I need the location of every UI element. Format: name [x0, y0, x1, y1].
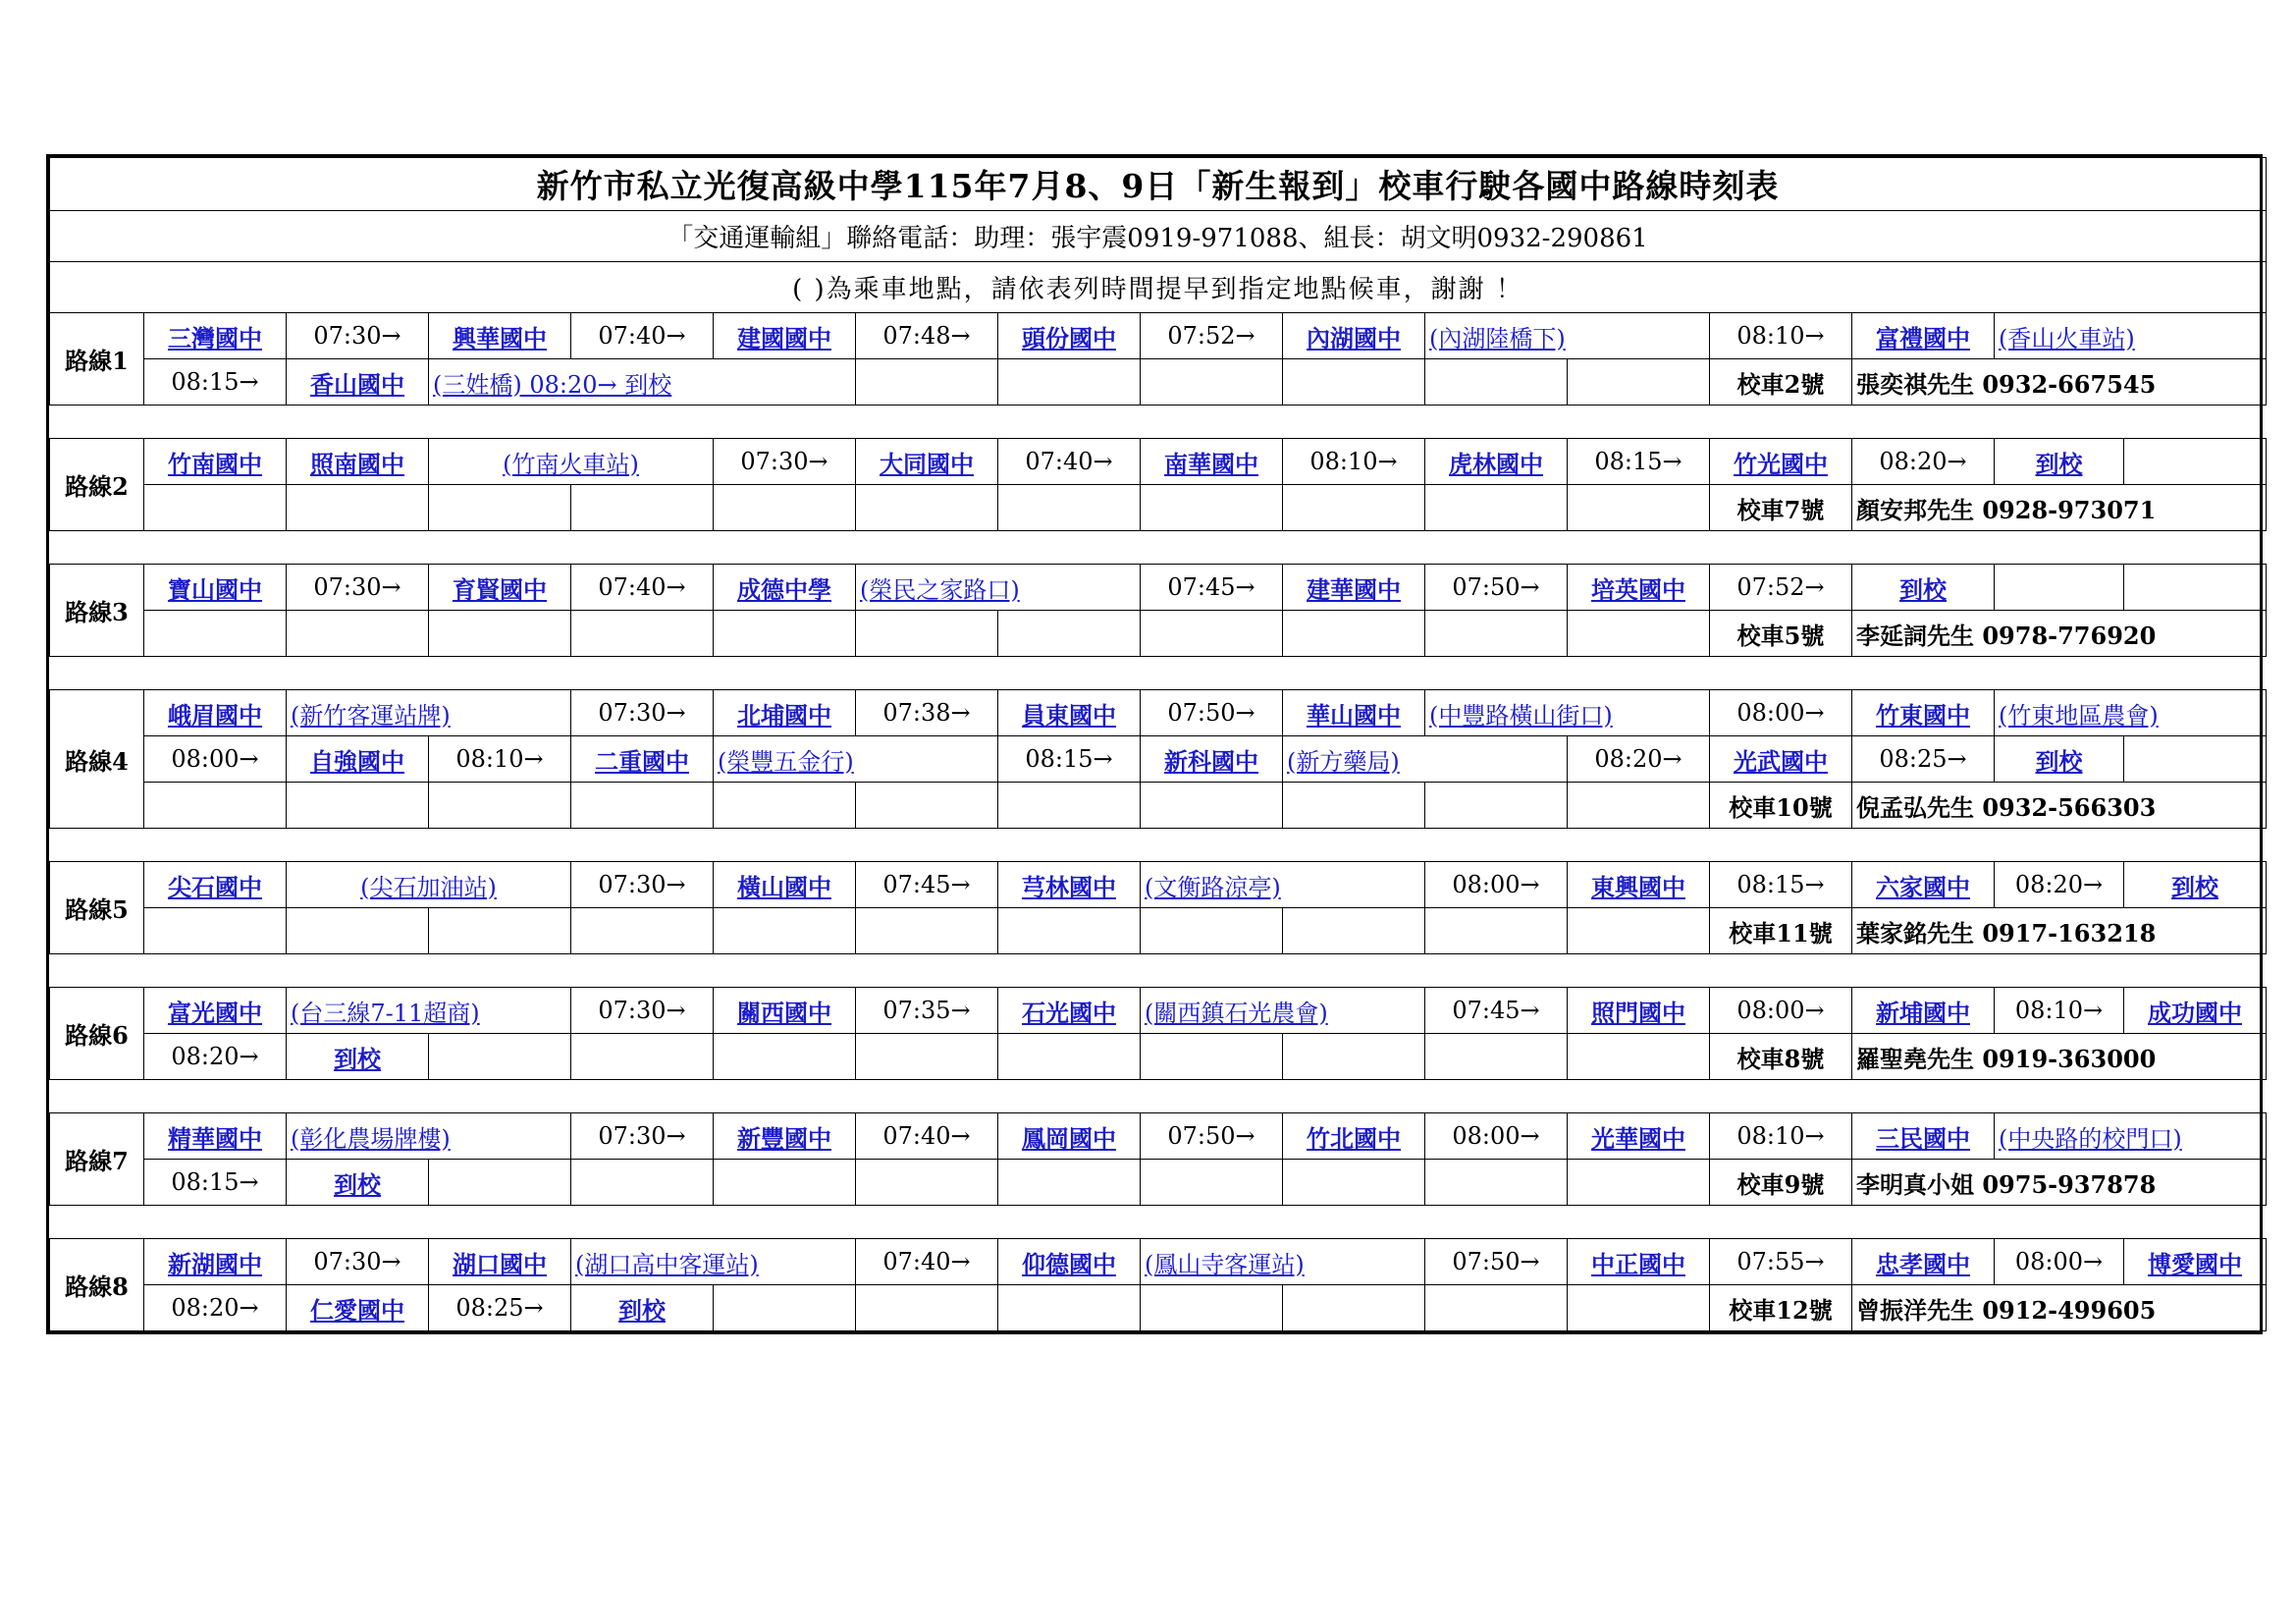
departure-time: 07:40→ — [882, 1122, 971, 1150]
departure-time: 08:00→ — [1452, 871, 1540, 898]
route-separator — [50, 954, 2267, 988]
school-link[interactable]: 新豐國中 — [737, 1123, 831, 1153]
school-link[interactable]: 南華國中 — [1164, 449, 1258, 478]
driver-contact: 顏安邦先生 0928-973071 — [1856, 495, 2157, 524]
route-row — [50, 783, 2267, 829]
driver-contact: 張奕祺先生 0932-667545 — [1856, 369, 2157, 399]
school-link[interactable]: 竹東國中 — [1876, 700, 1970, 730]
departure-time: 07:52→ — [1736, 573, 1825, 601]
route-separator — [50, 829, 2267, 862]
school-link[interactable]: 竹南國中 — [168, 449, 262, 478]
departure-time: 07:30→ — [313, 322, 401, 350]
boarding-location-link[interactable]: (榮豐五金行) — [718, 747, 854, 776]
school-link[interactable]: 新科國中 — [1164, 746, 1258, 776]
departure-time: 07:38→ — [882, 699, 971, 727]
driver-contact: 李明真小姐 0975-937878 — [1856, 1169, 2157, 1199]
boarding-location-link[interactable]: (內湖陸橋下) — [1429, 324, 1566, 352]
boarding-location-link[interactable]: (尖石加油站) — [360, 873, 497, 901]
driver-contact: 曾振洋先生 0912-499605 — [1856, 1295, 2157, 1325]
school-link[interactable]: 富禮國中 — [1876, 323, 1970, 352]
school-link[interactable]: 竹光國中 — [1734, 449, 1828, 478]
departure-time: 08:00→ — [171, 745, 259, 773]
school-link[interactable]: 建華國中 — [1307, 574, 1401, 604]
boarding-location-link[interactable]: (新竹客運站牌) — [291, 701, 451, 730]
route-row — [50, 565, 2267, 611]
route-separator — [50, 406, 2267, 439]
route-row — [50, 736, 2267, 783]
school-link[interactable]: 湖口國中 — [453, 1249, 547, 1278]
school-link[interactable]: 石光國中 — [1022, 998, 1116, 1027]
route-label: 路線5 — [50, 862, 144, 954]
school-link[interactable]: 大同國中 — [880, 449, 974, 478]
route-row — [50, 908, 2267, 954]
boarding-location-link[interactable]: (文衡路涼亭) — [1145, 873, 1281, 901]
boarding-location-link[interactable]: (中央路的校門口) — [1999, 1124, 2182, 1153]
departure-time: 07:50→ — [1167, 699, 1255, 727]
departure-time: 08:20→ — [171, 1043, 259, 1070]
school-link[interactable]: 光武國中 — [1734, 746, 1828, 776]
bus-number: 校車7號 — [1736, 495, 1825, 524]
route-label: 路線3 — [50, 565, 144, 657]
departure-time: 07:45→ — [1167, 573, 1255, 601]
route-separator — [50, 531, 2267, 565]
school-link[interactable]: 芎林國中 — [1022, 872, 1116, 901]
departure-time: 07:52→ — [1167, 322, 1255, 350]
route-row — [50, 690, 2267, 736]
school-link[interactable]: 仁愛國中 — [310, 1295, 404, 1325]
school-link[interactable]: 內湖國中 — [1307, 323, 1401, 352]
bus-number: 校車12號 — [1729, 1295, 1833, 1325]
school-link[interactable]: 照南國中 — [310, 449, 404, 478]
boarding-location-link[interactable]: (新方藥局) — [1287, 747, 1400, 776]
route-row — [50, 1160, 2267, 1206]
departure-time: 07:50→ — [1452, 1248, 1540, 1275]
school-link[interactable]: 鳳岡國中 — [1022, 1123, 1116, 1153]
driver-contact: 李延詞先生 0978-776920 — [1856, 621, 2157, 650]
driver-contact: 羅聖堯先生 0919-363000 — [1856, 1044, 2157, 1073]
driver-contact: 葉家銘先生 0917-163218 — [1856, 918, 2157, 947]
departure-time: 07:30→ — [598, 1122, 686, 1150]
school-link[interactable]: 到校 — [1899, 574, 1947, 604]
school-link[interactable]: 北埔國中 — [737, 700, 831, 730]
route-label: 路線4 — [50, 690, 144, 829]
route-row — [50, 988, 2267, 1034]
route-separator — [50, 1080, 2267, 1113]
school-link[interactable]: 仰德國中 — [1022, 1249, 1116, 1278]
departure-time: 07:30→ — [313, 1248, 401, 1275]
contact-info: 「交通運輸組」聯絡電話：助理：張宇震0919-971088、組長：胡文明0932-290861 — [50, 211, 2267, 262]
boarding-location-link[interactable]: (香山火車站) — [1999, 324, 2135, 352]
school-link[interactable]: 精華國中 — [168, 1123, 262, 1153]
departure-time: 07:30→ — [598, 997, 686, 1024]
school-link[interactable]: 中正國中 — [1591, 1249, 1685, 1278]
departure-time: 07:40→ — [598, 322, 686, 350]
school-link[interactable]: 成功國中 — [2148, 998, 2243, 1027]
boarding-location-link[interactable]: (竹南火車站) — [503, 450, 639, 478]
school-link[interactable]: 寶山國中 — [168, 574, 262, 604]
boarding-location-link[interactable]: (關西鎮石光農會) — [1145, 999, 1328, 1027]
school-link[interactable]: 到校 — [618, 1295, 666, 1325]
departure-time: 08:15→ — [171, 1168, 259, 1196]
route-row — [50, 862, 2267, 908]
departure-time: 07:30→ — [598, 699, 686, 727]
page-title: 新竹市私立光復高級中學115年7月8、9日「新生報到」校車行駛各國中路線時刻表 — [50, 158, 2267, 211]
departure-time: 08:10→ — [455, 745, 544, 773]
school-link[interactable]: 東興國中 — [1591, 872, 1685, 901]
departure-time: 07:40→ — [1025, 448, 1113, 475]
bus-number: 校車10號 — [1729, 792, 1833, 822]
departure-time: 08:10→ — [1736, 322, 1825, 350]
route-row — [50, 439, 2267, 485]
departure-time: 08:15→ — [1025, 745, 1113, 773]
school-link[interactable]: 頭份國中 — [1022, 323, 1116, 352]
departure-time: 08:10→ — [1309, 448, 1398, 475]
departure-time: 08:00→ — [1736, 699, 1825, 727]
bus-number: 校車2號 — [1736, 369, 1825, 399]
bus-timetable — [49, 157, 2267, 1331]
route-label: 路線2 — [50, 439, 144, 531]
school-link[interactable]: 興華國中 — [453, 323, 547, 352]
school-link[interactable]: 三灣國中 — [168, 323, 262, 352]
bus-number: 校車8號 — [1736, 1044, 1825, 1073]
departure-time: 08:10→ — [1736, 1122, 1825, 1150]
school-link[interactable]: 新湖國中 — [168, 1249, 262, 1278]
school-link[interactable]: 關西國中 — [737, 998, 831, 1027]
school-link[interactable]: 博愛國中 — [2148, 1249, 2243, 1278]
departure-time: 08:20→ — [2014, 871, 2104, 898]
route-separator — [50, 657, 2267, 690]
route-row — [50, 359, 2267, 406]
school-link[interactable]: 二重國中 — [595, 746, 689, 776]
departure-time: 08:00→ — [1736, 997, 1825, 1024]
departure-time: 07:30→ — [598, 871, 686, 898]
school-link[interactable]: 到校 — [334, 1169, 381, 1199]
departure-time: 08:00→ — [2014, 1248, 2104, 1275]
departure-time: 07:45→ — [882, 871, 971, 898]
school-link[interactable]: 峨眉國中 — [168, 700, 262, 730]
departure-time: 08:15→ — [1594, 448, 1682, 475]
departure-time: 07:50→ — [1167, 1122, 1255, 1150]
departure-time: 07:30→ — [740, 448, 828, 475]
route-row — [50, 313, 2267, 359]
route-row — [50, 1034, 2267, 1080]
boarding-location-link[interactable]: (鳳山寺客運站) — [1145, 1250, 1305, 1278]
school-link[interactable]: 自強國中 — [310, 746, 404, 776]
route-label: 路線1 — [50, 313, 144, 406]
school-link[interactable]: 建國國中 — [737, 323, 831, 352]
school-link[interactable]: 培英國中 — [1591, 574, 1685, 604]
school-link[interactable]: 六家國中 — [1876, 872, 1970, 901]
school-link[interactable]: 尖石國中 — [168, 872, 262, 901]
boarding-location-link[interactable]: (榮民之家路口) — [860, 575, 1020, 604]
route-row — [50, 1239, 2267, 1285]
school-link[interactable]: 新埔國中 — [1876, 998, 1970, 1027]
departure-time: 07:35→ — [882, 997, 971, 1024]
departure-time: 08:20→ — [171, 1294, 259, 1322]
departure-time: 08:25→ — [1879, 745, 1967, 773]
boarding-location-link[interactable]: (湖口高中客運站) — [575, 1250, 759, 1278]
departure-time: 07:55→ — [1736, 1248, 1825, 1275]
boarding-location-link[interactable]: (台三線7-11超商) — [291, 999, 480, 1027]
route-row — [50, 611, 2267, 657]
departure-time: 07:40→ — [882, 1248, 971, 1275]
boarding-location-link[interactable]: (三姓橋) 08:20→ 到校 — [433, 370, 672, 399]
timetable-sheet — [46, 154, 2263, 1334]
boarding-note: ( )為乘車地點，請依表列時間提早到指定地點候車，謝謝 ！ — [50, 262, 2267, 313]
route-label: 路線6 — [50, 988, 144, 1080]
school-link[interactable]: 虎林國中 — [1449, 449, 1543, 478]
boarding-location-link[interactable]: (中豐路橫山街口) — [1429, 701, 1613, 730]
departure-time: 08:10→ — [2014, 997, 2104, 1024]
school-link[interactable]: 富光國中 — [168, 998, 262, 1027]
boarding-location-link[interactable]: (彰化農場牌樓) — [291, 1124, 451, 1153]
school-link[interactable]: 照門國中 — [1591, 998, 1685, 1027]
route-row — [50, 485, 2267, 531]
school-link[interactable]: 忠孝國中 — [1876, 1249, 1970, 1278]
departure-time: 07:40→ — [598, 573, 686, 601]
school-link[interactable]: 竹北國中 — [1307, 1123, 1401, 1153]
school-link[interactable]: 光華國中 — [1591, 1123, 1685, 1153]
departure-time: 08:15→ — [171, 368, 259, 396]
departure-time: 08:15→ — [1736, 871, 1825, 898]
boarding-location-link[interactable]: (竹東地區農會) — [1999, 701, 2159, 730]
school-link[interactable]: 員東國中 — [1022, 700, 1116, 730]
route-row — [50, 1113, 2267, 1160]
departure-time: 07:30→ — [313, 573, 401, 601]
departure-time: 08:20→ — [1594, 745, 1682, 773]
departure-time: 07:45→ — [1452, 997, 1540, 1024]
school-link[interactable]: 成德中學 — [737, 574, 831, 604]
departure-time: 08:00→ — [1452, 1122, 1540, 1150]
school-link[interactable]: 育賢國中 — [453, 574, 547, 604]
route-label: 路線8 — [50, 1239, 144, 1331]
school-link[interactable]: 香山國中 — [310, 369, 404, 399]
departure-time: 08:25→ — [455, 1294, 544, 1322]
school-link[interactable]: 三民國中 — [1876, 1123, 1970, 1153]
bus-number: 校車5號 — [1736, 621, 1825, 650]
bus-number: 校車11號 — [1729, 918, 1833, 947]
departure-time: 08:20→ — [1879, 448, 1967, 475]
route-row — [50, 1285, 2267, 1331]
route-separator — [50, 1206, 2267, 1239]
driver-contact: 倪孟弘先生 0932-566303 — [1856, 792, 2157, 822]
school-link[interactable]: 到校 — [2035, 746, 2083, 776]
route-label: 路線7 — [50, 1113, 144, 1206]
school-link[interactable]: 橫山國中 — [737, 872, 831, 901]
school-link[interactable]: 到校 — [2171, 872, 2219, 901]
school-link[interactable]: 到校 — [2035, 449, 2083, 478]
bus-number: 校車9號 — [1736, 1169, 1825, 1199]
departure-time: 07:48→ — [882, 322, 971, 350]
school-link[interactable]: 華山國中 — [1307, 700, 1401, 730]
school-link[interactable]: 到校 — [334, 1044, 381, 1073]
departure-time: 07:50→ — [1452, 573, 1540, 601]
